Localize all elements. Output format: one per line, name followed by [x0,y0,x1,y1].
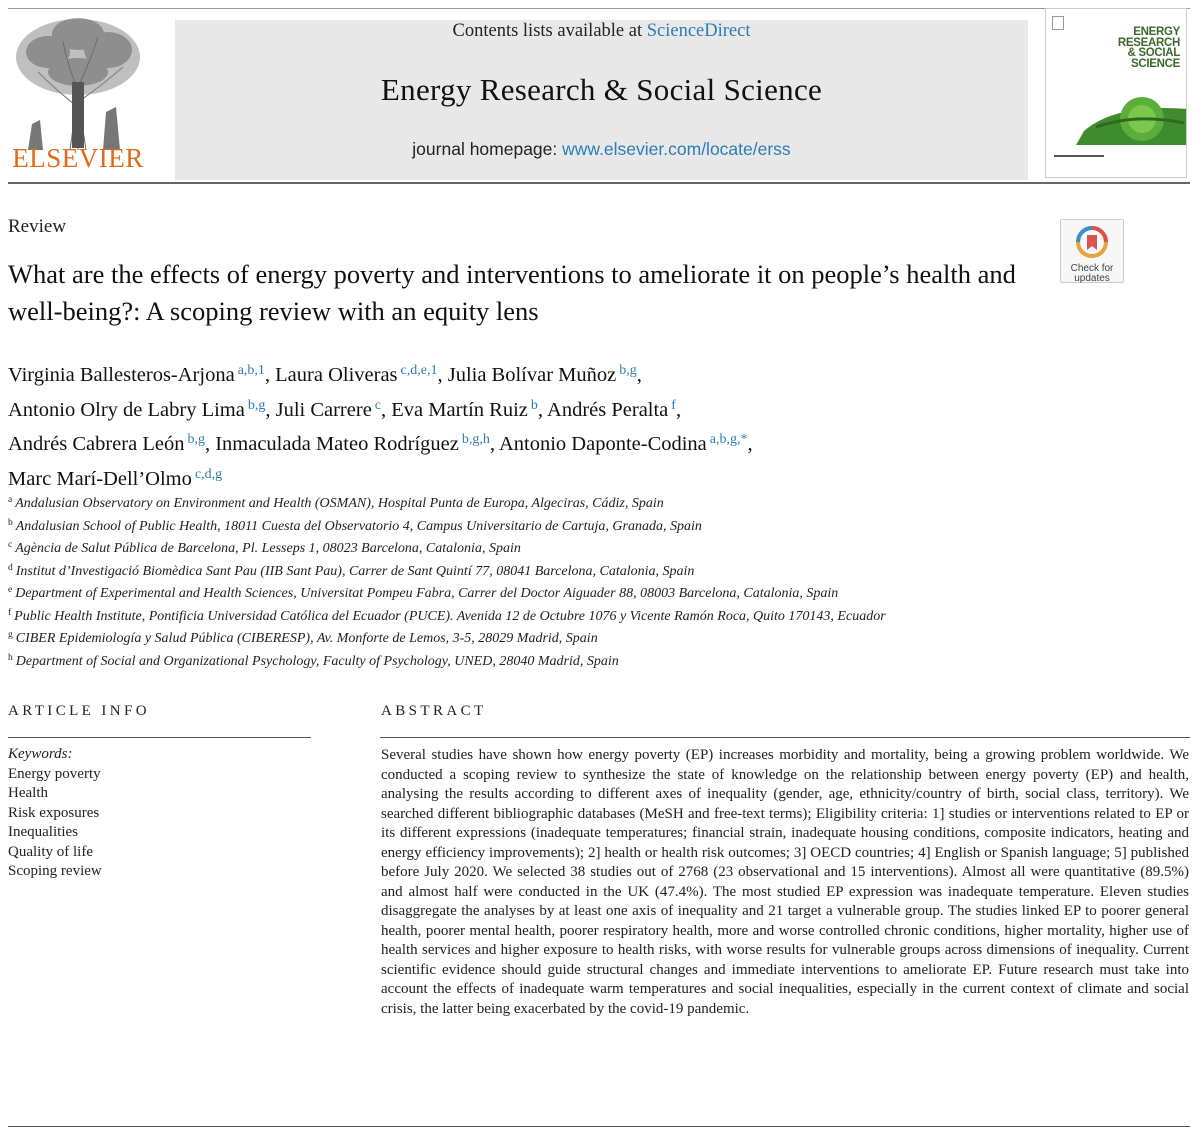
affiliation: $^e$ Department of Experimental and Health Sciences, Universitat Pompeu Fabra, Carrer del Doctor Aiguader 88, 08003 Barcelona, Catalonia, Spain [8,585,839,601]
article-info-heading: ARTICLE INFO [8,703,150,719]
journal-cover-thumbnail[interactable] [1045,8,1187,178]
abstract-heading: ABSTRACT [381,703,487,719]
keyword: Inequalities [8,824,78,840]
check-for-updates-button[interactable] [1060,219,1124,283]
author-affiliation-marks[interactable]: b [530,397,538,413]
article-type: Review [8,216,67,237]
author[interactable]: Inmaculada Mateo Rodríguez $^{b,g,h}$ [215,432,490,455]
keyword: Risk exposures [8,804,100,821]
homepage-prefix: journal homepage: [412,139,563,159]
author-affiliation-marks[interactable]: a,b,1 [237,363,265,378]
author[interactable]: Eva Martín Ruiz $^b$ [391,397,538,421]
journal-header-band [175,20,1028,180]
cover-title: ENERGY RESEARCH & SOCIAL SCIENCE [1117,26,1180,70]
contents-prefix: Contents lists available at [452,21,647,41]
author[interactable]: Virginia Ballesteros-Arjona $^{a,b,1}$ [8,363,265,386]
author-list: Virginia Ballesteros-Arjona $^{a,b,1}$, Laura Oliveras $^{c,d,e,1}$, Julia Bolívar Muñoz $^{b,g}$, Antonio Olry de Labry Lima $^{b,g}$, Juli Carrere $^c$, Eva Martín Ruiz $^b$, Andrés Peralta $^f$, Andrés Cabrera León $^{b,g}$, Inmaculada Mateo Rodríguez $^{b,g,h}$, Antonio Daponte-Codina $^{a,b,g,*}$, Marc Marí-Dell’Olmo $^{c,d,g}$ [8,363,753,490]
footer-rule [8,1126,1190,1127]
cover-publisher-icon [1052,16,1064,30]
check-updates-label: Check for updates [1070,263,1114,284]
affiliation: $^g$ CIBER Epidemiología y Salud Pública (CIBERESP), Av. Monforte de Lemos, 3-5, 28029 Madrid, Spain [8,630,598,646]
author-affiliation-marks[interactable]: b,g [187,432,205,447]
elsevier-tree-icon [8,12,148,152]
author-affiliation-marks[interactable]: f [671,397,676,413]
affiliation: $^f$ Public Health Institute, Pontificia Universidad Católica del Ecuador (PUCE). Avenida 12 de Octubre 1076 y Vicente Ramón Roca, Quito 170143, Ecuador [8,607,886,624]
keyword: Scoping review [8,863,102,879]
affiliation: $^d$ Institut d’Investigació Biomèdica Sant Pau (IIB Sant Pau), Carrer de Sant Quintí 77, 08041 Barcelona, Catalonia, Spain [8,562,695,579]
keyword: Energy poverty [8,765,101,782]
author[interactable]: Laura Oliveras $^{c,d,e,1}$ [275,363,438,386]
author-affiliation-marks[interactable]: c,d,g [194,466,223,482]
author[interactable]: Marc Marí-Dell’Olmo $^{c,d,g}$ [8,466,223,490]
author-affiliation-marks[interactable]: a,b,g,* [709,432,748,447]
affiliations [8,491,1108,671]
cover-globe-icon [1076,83,1187,145]
keywords [8,745,102,882]
homepage-link[interactable]: www.elsevier.com/locate/erss [562,139,791,159]
affiliation: $^c$ Agència de Salut Pública de Barcelona, Pl. Lesseps 1, 08023 Barcelona, Catalonia, Spain [8,540,521,556]
author[interactable]: Andrés Peralta $^f$ [547,397,676,421]
abstract-text: Several studies have shown how energy poverty (EP) increases morbidity and mortality, being a growing problem worldwide. We conducted a scoping review to synthesize the state of knowledge on the relationship between energy poverty (EP) and health, analysing the results according to different axes of inequality (gender, age, ethnicity/country of birth, social class, territory). We searched different bibliographic databases (MeSH and free-text terms); Eligibility criteria: 1] studies or interventions related to EP or its different expressions (inadequate temperatures; financial strain, inadequate housing conditions, composite indicators, heating and energy efficiency improvements); 2] health or health risk outcomes; 3] OECD countries; 4] English or Spanish language; 5] published before July 2020. We selected 38 studies out of 2768 (23 observational and 15 interventions). Almost all were quantitative (89.5%) and almost half were conducted in the UK (47.4%). The most studied EP expression was inadequate temperature. Eleven studies disaggregate the analyses by at least one axis of inequality and 21 target a vulnerable group. The studies linked EP to poorer general health, poorer mental health, poorer respiratory health, more and worse controlled chronic conditions, higher mortality, higher use of health services and higher exposure to health risks, with worse results for vulnerable groups across dimensions of inequality. Current scientific evidence should guide structural changes and immediate interventions to ameliorate EP. Future research must take into account the effects of inadequate warm temperatures and social inequalities, especially in the current context of climate and social crisis, the latter being exacerbated by the covid-19 pandemic. [381,747,1189,1017]
article-info-rule [8,737,311,738]
author-affiliation-marks[interactable]: b,g [619,363,637,378]
keyword: Health [8,785,48,801]
keywords-label: Keywords: [8,746,73,762]
author[interactable]: Julia Bolívar Muñoz $^{b,g}$ [447,363,637,386]
header-bottom-rule [8,182,1190,184]
author[interactable]: Antonio Daponte-Codina $^{a,b,g,*}$ [498,432,748,455]
article-title: What are the effects of energy poverty and interventions to ameliorate it on people’s health and well-being?: A scoping review with an equity lens [8,259,1016,326]
header-top-rule [8,8,1190,9]
journal-homepage [175,139,1028,160]
contents-availability [175,21,1028,42]
affiliation: $^b$ Andalusian School of Public Health, 18011 Cuesta del Observatorio 4, Campus Universitario de Cartuja, Granada, Spain [8,517,702,534]
publisher-wordmark: ELSEVIER [12,143,144,173]
author-affiliation-marks[interactable]: b,g,h [461,432,490,447]
abstract-rule [380,737,1190,738]
affiliation: $^a$ Andalusian Observatory on Environment and Health (OSMAN), Hospital Punta de Europa, Algeciras, Cádiz, Spain [8,495,664,511]
elsevier-logo[interactable] [8,12,148,178]
author-affiliation-marks[interactable]: c [374,397,382,413]
author[interactable]: Juli Carrere $^c$ [275,397,382,421]
author[interactable]: Antonio Olry de Labry Lima $^{b,g}$ [8,397,266,421]
author[interactable]: Andrés Cabrera León $^{b,g}$ [8,432,205,455]
check-updates-icon [1075,225,1109,259]
keyword: Quality of life [8,843,93,860]
author-affiliation-marks[interactable]: b,g [247,397,266,413]
journal-title: Energy Research & Social Science [380,72,823,107]
sciencedirect-link[interactable]: ScienceDirect [646,21,751,41]
cover-footer-line [1054,155,1104,157]
affiliation: $^h$ Department of Social and Organizational Psychology, Faculty of Psychology, UNED, 28040 Madrid, Spain [8,652,619,669]
author-affiliation-marks[interactable]: c,d,e,1 [400,363,438,378]
